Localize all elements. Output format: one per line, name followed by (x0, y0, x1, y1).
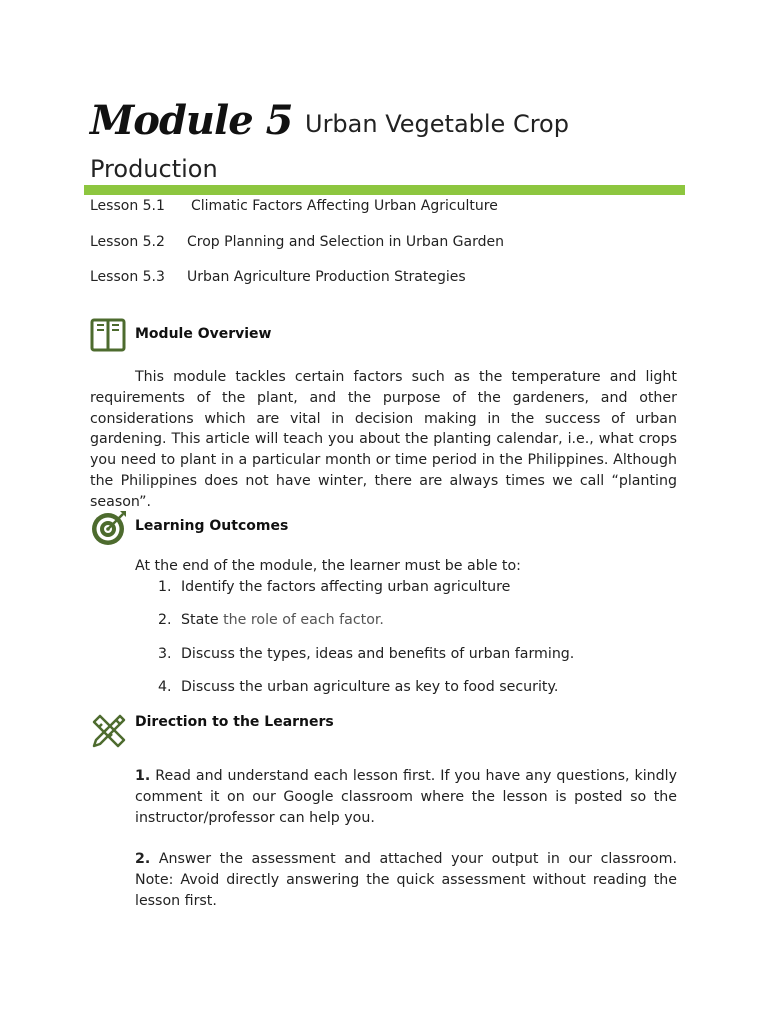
pencil-ruler-icon (90, 712, 126, 748)
outcome-text: Discuss the types, ideas and benefits of urban farming. (181, 646, 575, 662)
module-title-line-1: Urban Vegetable Crop (305, 110, 569, 138)
lesson-row-3 (90, 268, 466, 286)
lesson-row-1 (90, 197, 498, 215)
lesson-row-2 (90, 233, 504, 251)
lesson-title: Urban Agriculture Production Strategies (187, 269, 466, 285)
lesson-number: Lesson 5.3 (90, 269, 165, 285)
outcome-item-3 (158, 645, 574, 663)
overview-paragraph (90, 367, 677, 513)
outcome-item-1 (158, 578, 510, 596)
outcome-number: 4. (158, 679, 172, 695)
overview-text: This module tackles certain factors such as the temperature and light requirements of the plant, and the purpose of the gardeners, and other considerations which are vital in decision making in the success of urban gardening. This article will teach you about the planting calendar, i.e., what crops you need to plant in a particular month or time period in the Philippines. Although the Philippines does not have winter, there are always times we call “planting season”. (90, 369, 677, 510)
target-icon (90, 509, 126, 545)
outcome-item-4 (158, 678, 558, 696)
section-title-overview: Module Overview (135, 326, 272, 342)
direction-text: Answer the assessment and attached your output in our classroom. Note: Avoid directly answering the quick assessment without reading the lesson first. (135, 851, 677, 909)
outcome-text-continued: the role of each factor. (223, 612, 384, 628)
direction-number: 1. (135, 768, 151, 784)
outcome-number: 3. (158, 646, 172, 662)
lesson-title: Crop Planning and Selection in Urban Garden (187, 234, 504, 250)
green-divider (84, 185, 685, 195)
lesson-number: Lesson 5.1 (90, 198, 165, 214)
direction-number: 2. (135, 851, 151, 867)
outcome-text: State (181, 612, 224, 628)
section-title-directions: Direction to the Learners (135, 714, 334, 730)
outcome-text: Identify the factors affecting urban agriculture (181, 579, 511, 595)
direction-text: Read and understand each lesson first. If you have any questions, kindly comment it on our Google classroom where the lesson is posted so the instructor/professor can help you. (135, 768, 677, 826)
lesson-number: Lesson 5.2 (90, 234, 165, 250)
section-title-outcomes: Learning Outcomes (135, 518, 289, 534)
outcome-number: 1. (158, 579, 172, 595)
outcome-number: 2. (158, 612, 172, 628)
direction-item-2 (135, 849, 677, 911)
outcome-item-2 (158, 611, 384, 629)
outcome-text: Discuss the urban agriculture as key to food security. (181, 679, 559, 695)
direction-item-1 (135, 766, 677, 828)
module-number-title: Module 5 (90, 97, 293, 144)
module-title-line-2: Production (90, 155, 218, 183)
outcomes-intro: At the end of the module, the learner must be able to: (135, 558, 521, 574)
book-icon (90, 317, 126, 353)
lesson-title: Climatic Factors Affecting Urban Agriculture (191, 198, 498, 214)
